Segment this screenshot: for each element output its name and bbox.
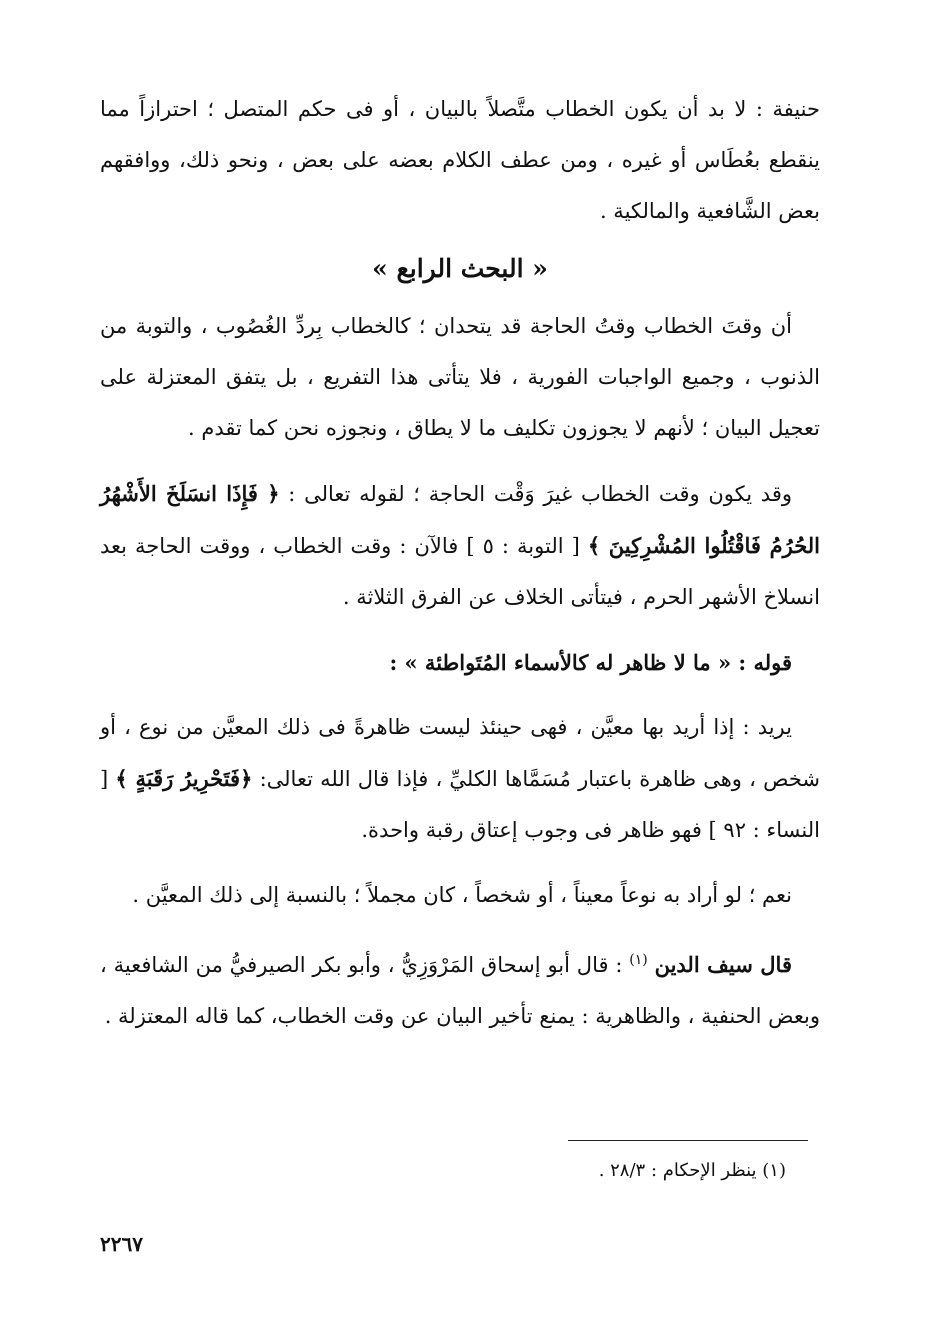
paragraph-1: حنيفة : لا بد أن يكون الخطاب متَّصلاً بالبيان ، أو فى حكم المتصل ؛ احترازاً مما ينقطع بعُطَاس أو غيره ، ومن عطف الكلام بعضه على بعض ، ونحو ذلك، ووافقهم بعض الشَّافعية والمالكية . xyxy=(100,97,820,223)
footnote-marker: (١) xyxy=(629,952,648,968)
paragraph-5-intro: يريد : إذا أريد بها معيَّن ، فهى حينئذ ليست ظاهرةً فى ذلك المعيَّن من نوع ، أو شخص ، وهى ظاهرة باعتبار مُسَمَّاها الكليِّ ، فإذا قال الله تعالى: xyxy=(100,715,820,791)
paragraph-3 xyxy=(100,468,820,623)
paragraph-5-rest: [ النساء : ٩٢ ] فهو ظاهر فى وجوب إعتاق رقبة واحدة. xyxy=(100,767,820,842)
page-number: ٢٢٦٧ xyxy=(100,1232,143,1256)
quran-verse-tawbah: ﴿ فَإِذَا انسَلَخَ الأَشْهُرُ الحُرُمُ فَاقْتُلُوا المُشْرِكِينَ ﴾ xyxy=(100,481,820,558)
paragraph-4-quote: قوله : « ما لا ظاهر له كالأسماء المُتَواطئة » : xyxy=(389,650,792,675)
paragraph-7 xyxy=(100,935,820,1042)
section-heading: « البحث الرابع » xyxy=(372,254,548,283)
paragraph-7-rest: : قال أبو إسحاق المَرْوَزِيُّ ، وأبو بكر الصيرفيُّ من الشافعية ، وبعض الحنفية ، والظاهرية : يمنع تأخير البيان عن وقت الخطاب، كما قاله المعتزلة . xyxy=(100,953,820,1028)
paragraph-3-intro: وقد يكون وقت الخطاب غيرَ وَقْت الحاجة ؛ لقوله تعالى : xyxy=(279,482,792,506)
paragraph-7-lead: قال سيف الدين xyxy=(654,952,792,977)
paragraph-6: نعم ؛ لو أراد به نوعاً معيناً ، أو شخصاً ، كان مجملاً ؛ بالنسبة إلى ذلك المعيَّن . xyxy=(132,883,792,907)
paragraph-3-rest: [ التوبة : ٥ ] فالآن : وقت الخطاب ، ووقت الحاجة بعد انسلاخ الأشهر الحرم ، فيتأتى الخلاف عن الفرق الثلاثة . xyxy=(100,534,820,609)
page-body xyxy=(100,84,820,1042)
footnote-text: (١) ينظر الإحكام : ٢٨/٣ . xyxy=(598,1160,786,1181)
paragraph-2: أن وقتَ الخطاب وقتُ الحاجة قد يتحدان ؛ كالخطاب بِردِّ الغُصُوب ، والتوبة من الذنوب ، وجميع الواجبات الفورية ، فلا يتأتى هذا التفريع ، بل يتفق المعتزلة على تعجيل البيان ؛ لأنهم لا يجوزون تكليف ما لا يطاق ، ونجوزه نحن كما تقدم . xyxy=(100,314,820,440)
paragraph-5 xyxy=(100,702,820,856)
quran-verse-nisa: ﴿فَتَحْرِيرُ رَقَبَةٍ ﴾ xyxy=(115,766,253,791)
footnote-divider xyxy=(568,1140,808,1141)
